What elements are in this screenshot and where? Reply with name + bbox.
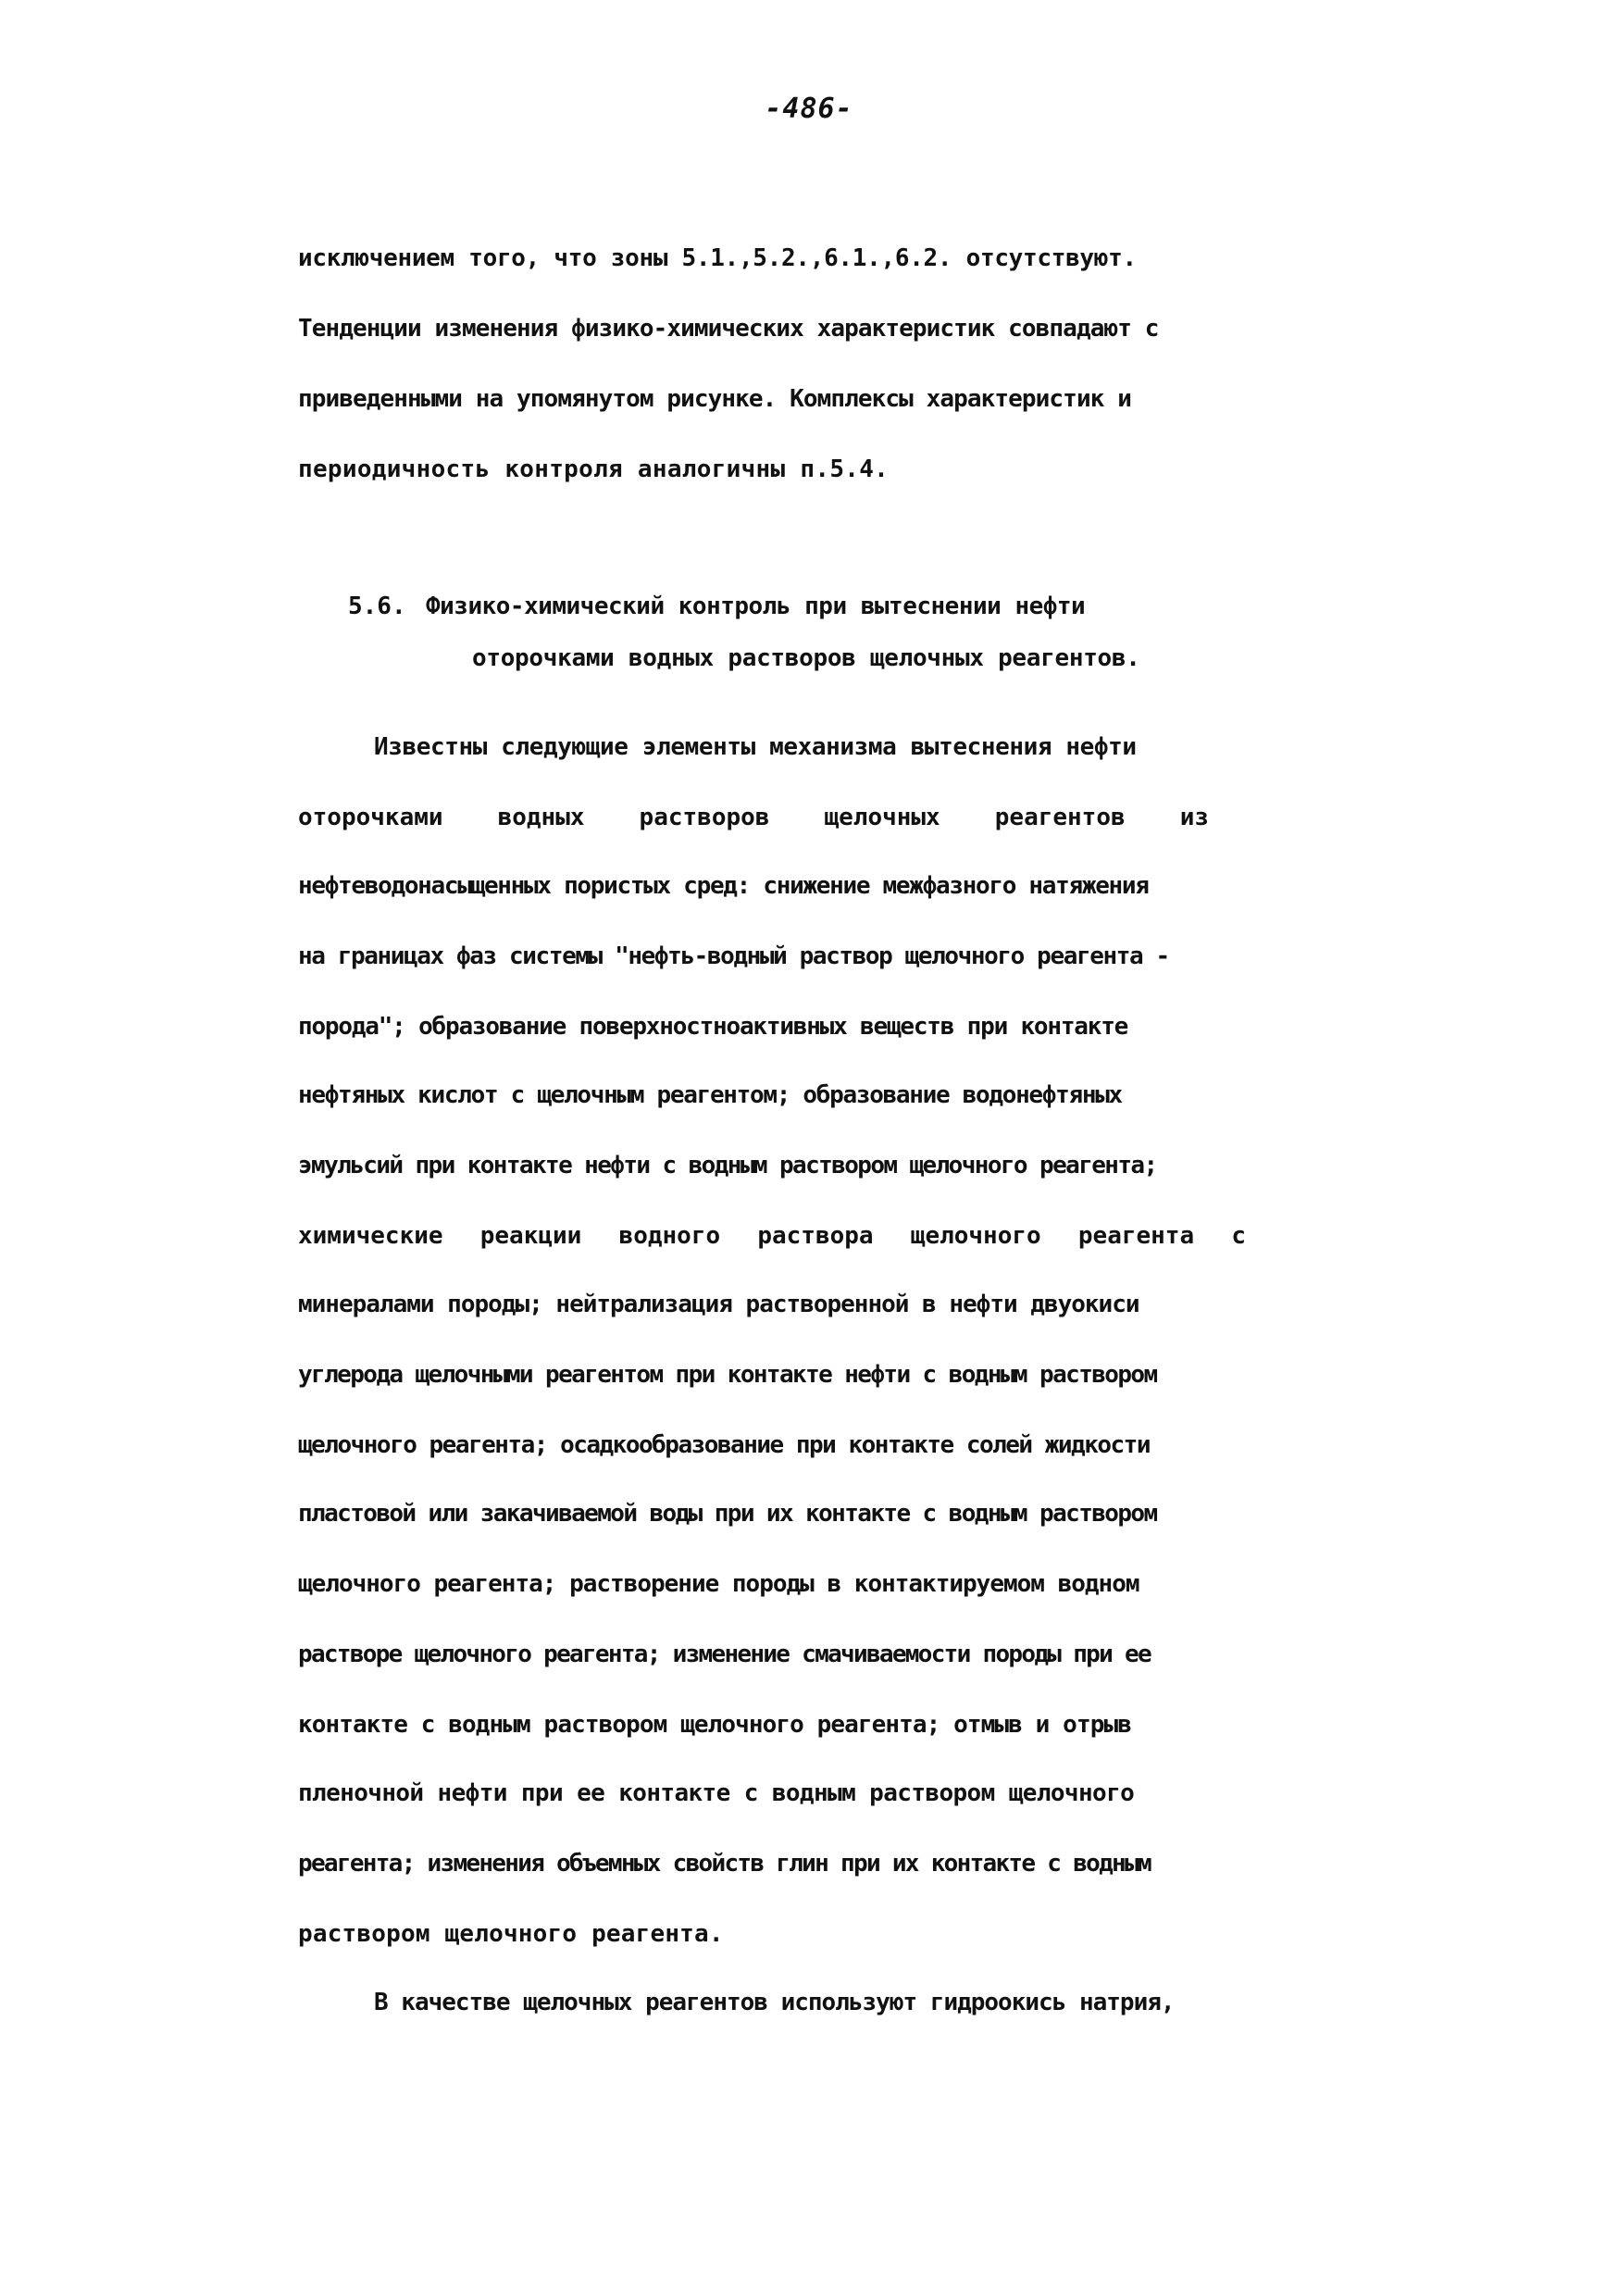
main-line-4: на границах фаз системы "нефть-водный раствор щелочного реагента -	[298, 942, 1169, 970]
last-line-1: В качестве щелочных реагентов используют гидроокись натрия,	[374, 1989, 1175, 2016]
main-line-6: нефтяных кислот с щелочным реагентом; образование водонефтяных	[298, 1081, 1122, 1109]
main-line-3: нефтеводонасыщенных пористых сред: снижение межфазного натяжения	[298, 872, 1149, 900]
main-line-8: химические реакции водного раствора щелочного реагента с	[298, 1222, 1246, 1250]
main-line-9: минералами породы; нейтрализация растворенной в нефти двуокиси	[298, 1291, 1139, 1318]
intro-line-4: периодичность контроля аналогичны п.5.4.	[298, 455, 890, 483]
main-line-12: пластовой или закачиваемой воды при их контакте с водным раствором	[298, 1500, 1157, 1528]
main-line-7: эмульсий при контакте нефти с водным раствором щелочного реагента;	[298, 1152, 1157, 1179]
main-line-5: порода"; образование поверхностноактивных веществ при контакте	[298, 1013, 1128, 1041]
main-line-14: растворе щелочного реагента; изменение смачиваемости породы при ее	[298, 1641, 1151, 1668]
main-line-17: реагента; изменения объемных свойств глин при их контакте с водным	[298, 1850, 1151, 1878]
page-number: -486-	[765, 93, 853, 125]
main-line-18: раствором щелочного реагента.	[298, 1920, 724, 1948]
section-number: 5.6.	[348, 593, 406, 620]
intro-line-3: приведенными на упомянутом рисунке. Комплексы характеристик и	[298, 385, 1131, 413]
section-title-line-2: оторочками водных растворов щелочных реагентов.	[472, 644, 1140, 672]
main-line-2: оторочками водных растворов щелочных реагентов из	[298, 804, 1209, 831]
intro-line-1: исключением того, что зоны 5.1.,5.2.,6.1.,6.2. отсутствуют.	[298, 244, 1137, 272]
main-line-16: пленочной нефти при ее контакте с водным раствором щелочного	[298, 1779, 1135, 1807]
main-line-10: углерода щелочными реагентом при контакте нефти с водным раствором	[298, 1361, 1157, 1389]
main-line-11: щелочного реагента; осадкообразование при контакте солей жидкости	[298, 1431, 1150, 1459]
intro-line-2: Тенденции изменения физико-химических характеристик совпадают с	[298, 315, 1159, 343]
section-title-line-1: Физико-химический контроль при вытеснении нефти	[426, 593, 1086, 620]
main-line-13: щелочного реагента; растворение породы в контактируемом водном	[298, 1570, 1139, 1598]
main-line-15: контакте с водным раствором щелочного реагента; отмыв и отрыв	[298, 1711, 1131, 1739]
main-line-1: Известны следующие элементы механизма вытеснения нефти	[374, 733, 1137, 761]
